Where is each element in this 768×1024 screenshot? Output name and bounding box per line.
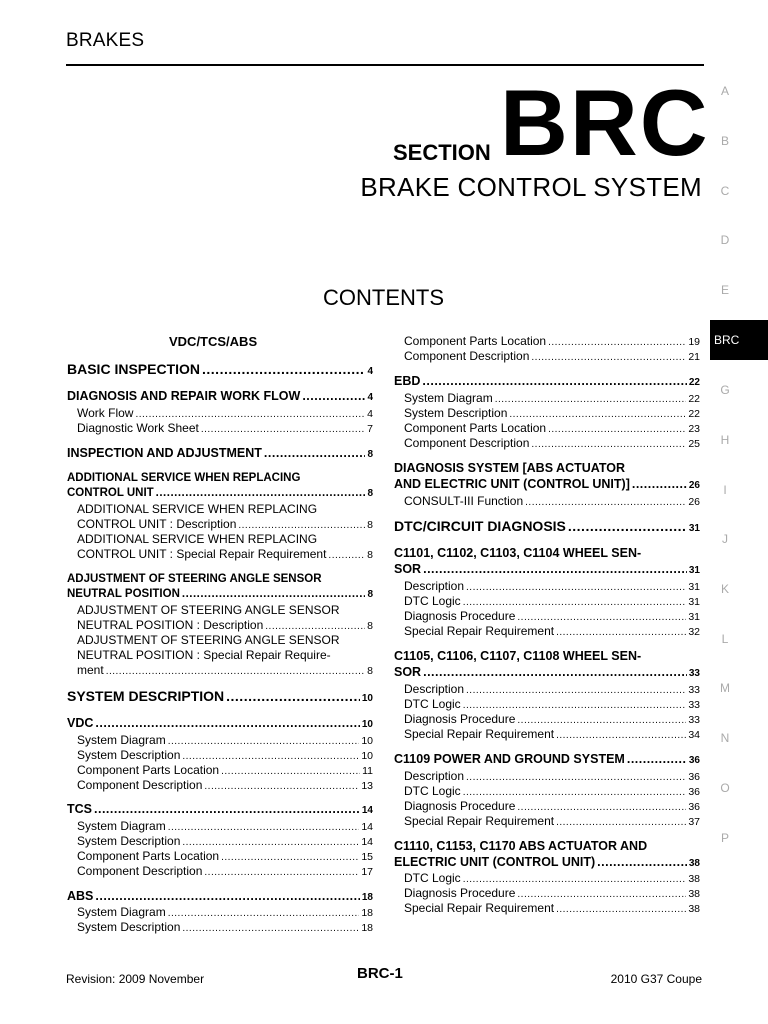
toc-page: 33 [688, 714, 700, 726]
toc-page: 8 [367, 488, 373, 499]
toc-label: INSPECTION AND ADJUSTMENT [67, 446, 262, 460]
toc-label: DIAGNOSIS AND REPAIR WORK FLOW [67, 389, 301, 403]
toc-label: System Description [77, 748, 181, 762]
toc-label: ADJUSTMENT OF STEERING ANGLE SENSOR [77, 603, 340, 617]
toc-entry[interactable] [77, 834, 373, 848]
toc-label: System Diagram [77, 905, 166, 919]
toc-label: System Description [77, 920, 181, 934]
toc-entry[interactable] [67, 361, 373, 377]
toc-label: BASIC INSPECTION [67, 361, 201, 377]
toc-label: Component Description [77, 864, 203, 878]
toc-page: 4 [367, 408, 373, 420]
toc-page: 22 [688, 393, 700, 405]
toc-label: ADDITIONAL SERVICE WHEN REPLACING [77, 502, 318, 516]
toc-label: C1101, C1102, C1103, C1104 WHEEL SEN- [394, 546, 642, 560]
toc-label: Work Flow [77, 406, 134, 420]
toc-entry[interactable] [67, 487, 373, 499]
index-tab-j[interactable]: J [722, 532, 728, 546]
toc-page: 8 [367, 620, 373, 632]
toc-page: 8 [367, 449, 373, 460]
toc-entry[interactable] [77, 864, 373, 878]
toc-entry[interactable] [77, 618, 373, 632]
manual-header-title: BRAKES [66, 30, 145, 51]
toc-page: 38 [688, 858, 700, 869]
toc-label: ADDITIONAL SERVICE WHEN REPLACING [77, 532, 318, 546]
toc-entry[interactable] [77, 421, 373, 435]
toc-entry[interactable] [77, 547, 373, 561]
toc-entry[interactable] [67, 446, 373, 460]
toc-label: NEUTRAL POSITION : Special Repair Require- [77, 648, 331, 662]
toc-entry[interactable] [394, 477, 700, 491]
toc-page: 21 [688, 351, 700, 363]
toc-page: 38 [688, 903, 700, 915]
index-tab-brc[interactable]: BRC [710, 320, 768, 360]
toc-entry[interactable] [67, 389, 373, 403]
toc-page: 10 [361, 719, 373, 730]
toc-entry[interactable] [404, 697, 700, 711]
toc-entry[interactable] [67, 889, 373, 903]
toc-page: 33 [688, 668, 700, 679]
toc-page: 31 [688, 565, 700, 576]
toc-label: Component Description [404, 436, 530, 450]
toc-page: 31 [688, 581, 700, 593]
toc-label: DIAGNOSIS SYSTEM [ABS ACTUATOR [394, 461, 626, 475]
toc-entry[interactable] [404, 814, 700, 828]
toc-entry[interactable] [404, 334, 700, 348]
toc-entry[interactable] [394, 518, 700, 534]
toc-label: SOR [394, 665, 422, 679]
toc-label: Diagnosis Procedure [404, 609, 516, 623]
toc-entry[interactable] [404, 579, 700, 593]
toc-label: Special Repair Requirement [404, 814, 555, 828]
toc-page: 18 [361, 892, 373, 903]
toc-page: 33 [688, 699, 700, 711]
toc-label: Description [404, 682, 465, 696]
toc-label: Diagnostic Work Sheet [77, 421, 199, 435]
toc-page: 36 [688, 771, 700, 783]
toc-page: 31 [688, 596, 700, 608]
index-tab-h[interactable]: H [720, 433, 730, 447]
toc-label: VDC [67, 716, 94, 730]
toc-page: 14 [361, 821, 373, 833]
toc-entry[interactable] [404, 349, 700, 363]
toc-page: 23 [688, 423, 700, 435]
toc-label: DTC Logic [404, 784, 461, 798]
toc-label: ADJUSTMENT OF STEERING ANGLE SENSOR [77, 633, 340, 647]
group-heading: VDC/TCS/ABS [169, 334, 258, 349]
toc-entry[interactable] [404, 886, 700, 900]
toc-entry[interactable] [404, 594, 700, 608]
toc-page: 17 [361, 866, 373, 878]
toc-label: SYSTEM DESCRIPTION [67, 688, 225, 704]
toc-page: 36 [688, 801, 700, 813]
contents-title: CONTENTS [323, 285, 444, 310]
toc-label: C1109 POWER AND GROUND SYSTEM [394, 752, 625, 766]
toc-page: 8 [367, 589, 373, 600]
toc-entry[interactable] [67, 716, 373, 730]
toc-page: 22 [688, 377, 700, 388]
toc-entry[interactable] [404, 784, 700, 798]
toc-label: Component Description [77, 778, 203, 792]
toc-label: AND ELECTRIC UNIT (CONTROL UNIT)] [394, 477, 630, 491]
toc-page: 36 [688, 755, 700, 766]
toc-entry[interactable] [404, 901, 700, 915]
toc-entry[interactable] [77, 763, 373, 777]
toc-entry[interactable] [404, 494, 700, 508]
toc-entry[interactable] [67, 688, 373, 704]
toc-entry[interactable] [77, 849, 373, 863]
toc-label: DTC/CIRCUIT DIAGNOSIS [394, 518, 566, 534]
toc-page: 18 [361, 907, 373, 919]
footer-page-id: BRC-1 [357, 965, 403, 982]
toc-page: 26 [688, 496, 700, 508]
section-name: BRAKE CONTROL SYSTEM [360, 172, 702, 202]
toc-page: 34 [688, 729, 700, 741]
header-rule [66, 64, 704, 66]
toc-page: 11 [362, 765, 373, 777]
toc-page: 7 [367, 423, 373, 435]
index-tab-p[interactable]: P [720, 831, 729, 845]
toc-label: TCS [67, 802, 92, 816]
toc-label: EBD [394, 374, 421, 388]
index-tab-g[interactable]: G [720, 383, 730, 397]
section-code: BRC [500, 70, 710, 175]
index-tab-o[interactable]: O [720, 781, 730, 795]
toc-label: ADDITIONAL SERVICE WHEN REPLACING [67, 472, 301, 484]
toc-entry[interactable] [67, 588, 373, 600]
toc-entry[interactable] [77, 778, 373, 792]
toc-entry[interactable] [404, 682, 700, 696]
toc-label: Description [404, 769, 465, 783]
toc-label: Diagnosis Procedure [404, 886, 516, 900]
toc-entry[interactable] [404, 406, 700, 420]
toc-entry[interactable] [77, 406, 373, 420]
toc-label: CONSULT-III Function [404, 494, 524, 508]
toc-page: 10 [361, 750, 373, 762]
toc-entry[interactable] [394, 374, 700, 388]
index-tab-a[interactable]: A [720, 84, 729, 98]
toc-label: Special Repair Requirement [404, 727, 555, 741]
toc-page: 36 [688, 786, 700, 798]
toc-label: System Description [77, 834, 181, 848]
toc-entry[interactable] [404, 624, 700, 638]
toc-label: Component Parts Location [77, 763, 220, 777]
index-tab-i[interactable]: I [723, 483, 727, 497]
toc-entry[interactable] [77, 517, 373, 531]
toc-label: NEUTRAL POSITION [67, 588, 180, 600]
index-tab-m[interactable]: M [720, 681, 730, 695]
toc-page: 31 [688, 523, 700, 534]
toc-label: DTC Logic [404, 594, 461, 608]
toc-page: 33 [688, 684, 700, 696]
toc-label: Component Parts Location [77, 849, 220, 863]
toc-label: Component Parts Location [404, 421, 547, 435]
toc-page: 8 [367, 665, 373, 677]
index-tab-e[interactable]: E [720, 283, 729, 297]
toc-label: Diagnosis Procedure [404, 799, 516, 813]
toc-label: System Diagram [77, 819, 166, 833]
toc-page: 25 [688, 438, 700, 450]
toc-page: 26 [688, 480, 700, 491]
toc-page: 14 [361, 805, 373, 816]
toc-label: Component Description [404, 349, 530, 363]
toc-label: NEUTRAL POSITION : Description [77, 618, 264, 632]
toc-page: 10 [361, 693, 373, 704]
toc-page: 4 [367, 366, 373, 377]
toc-page: 13 [361, 780, 373, 792]
toc-entry[interactable] [404, 712, 700, 726]
index-tab-b[interactable]: B [720, 134, 729, 148]
index-tabs [710, 80, 768, 870]
toc-page: 18 [361, 922, 373, 934]
toc-label: System Description [404, 406, 508, 420]
toc-label: ADJUSTMENT OF STEERING ANGLE SENSOR [67, 573, 322, 585]
toc-entry[interactable] [394, 562, 700, 576]
toc-label: System Diagram [404, 391, 493, 405]
toc-page: 32 [688, 626, 700, 638]
toc-entry[interactable] [404, 421, 700, 435]
toc-label: ment [77, 663, 104, 677]
toc-label: Component Parts Location [404, 334, 547, 348]
footer-model: 2010 G37 Coupe [610, 972, 702, 986]
toc-page: 38 [688, 888, 700, 900]
toc-page: 38 [688, 873, 700, 885]
footer-revision: Revision: 2009 November [66, 972, 205, 986]
toc-entry[interactable] [404, 871, 700, 885]
toc-label: Special Repair Requirement [404, 624, 555, 638]
index-tab-k[interactable]: K [720, 582, 729, 596]
toc-label: DTC Logic [404, 697, 461, 711]
toc-entry[interactable] [67, 802, 373, 816]
toc-entry[interactable] [404, 436, 700, 450]
section-word: SECTION [393, 140, 491, 165]
toc-page: 14 [361, 836, 373, 848]
toc-entry[interactable] [77, 748, 373, 762]
toc-page: 4 [367, 392, 373, 403]
toc-page: 31 [688, 611, 700, 623]
toc-entry[interactable] [77, 663, 373, 677]
toc-page: 22 [688, 408, 700, 420]
toc-entry[interactable] [394, 752, 700, 766]
toc-label: CONTROL UNIT : Special Repair Requirement [77, 547, 327, 561]
toc-page: 15 [361, 851, 373, 863]
toc-entry[interactable] [404, 769, 700, 783]
index-tab-l[interactable]: L [721, 632, 729, 646]
toc-label: Diagnosis Procedure [404, 712, 516, 726]
toc-label: C1110, C1153, C1170 ABS ACTUATOR AND [394, 839, 648, 853]
toc-label: CONTROL UNIT [67, 487, 154, 499]
toc-label: ELECTRIC UNIT (CONTROL UNIT) [394, 855, 596, 869]
toc-page: 10 [361, 735, 373, 747]
toc-label: Description [404, 579, 465, 593]
toc-label: SOR [394, 562, 422, 576]
toc-entry[interactable] [77, 920, 373, 934]
toc-label: ABS [67, 889, 94, 903]
index-tab-d[interactable]: D [720, 233, 730, 247]
toc-label: CONTROL UNIT : Description [77, 517, 237, 531]
toc-entry[interactable] [77, 733, 373, 747]
toc-entry[interactable] [77, 905, 373, 919]
index-tab-c[interactable]: C [720, 184, 730, 198]
toc-page: 8 [367, 549, 373, 561]
toc-label: DTC Logic [404, 871, 461, 885]
index-tab-n[interactable]: N [720, 731, 730, 745]
toc-page: 37 [688, 816, 700, 828]
toc-entry[interactable] [77, 819, 373, 833]
toc-entry[interactable] [404, 727, 700, 741]
toc-page: 8 [367, 519, 373, 531]
toc-label: System Diagram [77, 733, 166, 747]
toc-label: C1105, C1106, C1107, C1108 WHEEL SEN- [394, 649, 642, 663]
toc-entry[interactable] [404, 391, 700, 405]
toc-label: Special Repair Requirement [404, 901, 555, 915]
toc-page: 19 [688, 336, 700, 348]
toc-entry[interactable] [394, 665, 700, 679]
toc-entry[interactable] [404, 799, 700, 813]
toc-entry[interactable] [394, 855, 700, 869]
toc-entry[interactable] [404, 609, 700, 623]
